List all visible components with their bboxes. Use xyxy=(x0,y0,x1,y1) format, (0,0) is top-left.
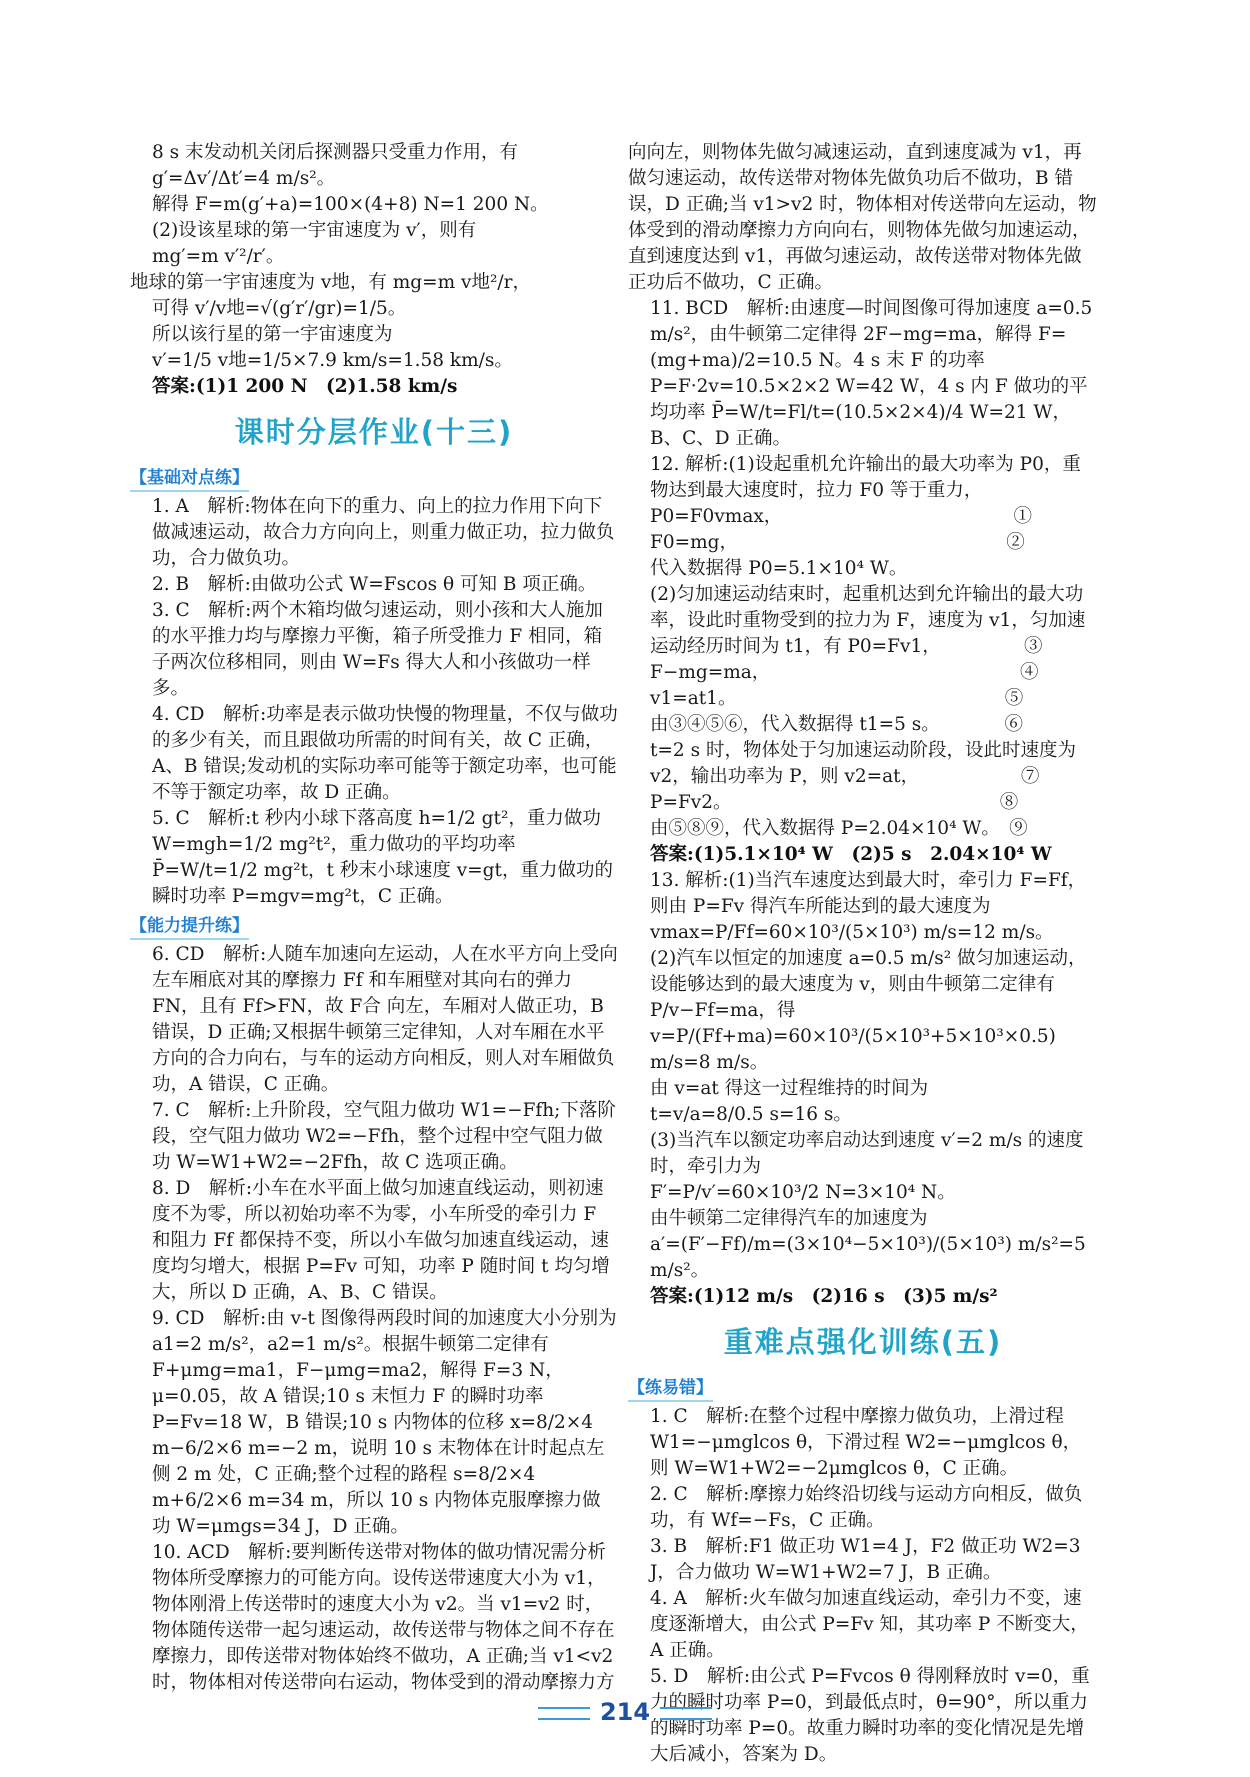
page-number: 214 xyxy=(599,1698,651,1726)
text-line: 8 s 末发动机关闭后探测器只受重力作用，有 xyxy=(152,142,519,163)
text-line: v=P/(Ff+ma)=60×10³/(5×10³+5×10³×0.5) m/s=8 m/s。 xyxy=(650,1026,1062,1073)
answer-item: 10. ACD 解析:要判断传送带对物体的做功情况需分析物体所受摩擦力的可能方向。设传送带速度大小为 v1，物体刚滑上传送带时的速度大小为 v2。当 v1=v2 时，物体随传送带一起匀速运动，故传送带与物体之间不存在摩擦力，即传送带对物体始终不做功，A 正确;当 v1<v2 时，物体相对传送带向右运动，物体受到的滑动摩擦力方 xyxy=(152,1542,620,1693)
text-line: P=Fv2。 ⑧ xyxy=(650,792,1019,813)
text-line: 解得 F=m(g′+a)=100×(4+8) N=1 200 N。 xyxy=(152,194,549,215)
answer-item: 5. D 解析:由公式 P=Fvcos θ 得刚释放时 v=0，重力的瞬时功率 P=0，到最低点时，θ=90°，所以重力的瞬时功率 P=0。故重力瞬时功率的变化情况是先增大后减小，答案为 D。 xyxy=(650,1666,1090,1765)
text-line: g′=Δv′/Δt′=4 m/s²。 xyxy=(152,168,336,189)
text-line: P0=F0vmax， ① xyxy=(650,506,1033,527)
text-line: 代入数据得 P0=5.1×10⁴ W。 xyxy=(650,558,908,579)
text-line: F′=P/v′=60×10³/2 N=3×10⁴ N。 xyxy=(650,1182,956,1203)
text-line: 由 v=at 得这一过程维持的时间为 xyxy=(650,1078,929,1099)
text-line: 由⑤⑧⑨，代入数据得 P=2.04×10⁴ W。 ⑨ xyxy=(650,818,1028,839)
answer-item: 6. CD 解析:人随车加速向左运动，人在水平方向上受向左车厢底对其的摩擦力 Ff 和车厢壁对其向右的弹力 FN，且有 Ff>FN，故 F合 向左，车厢对人做正功，B 错误，D 正确;又根据牛顿第三定律知，人对车厢在水平方向的合力向右，与车的运动方向相反，则人对车厢做负功，A 错误，C 正确。 xyxy=(152,944,618,1095)
answer-item: 7. C 解析:上升阶段，空气阻力做功 W1=−Ffh;下落阶段，空气阻力做功 W2=−Ffh，整个过程中空气阻力做功 W=W1+W2=−2Ffh，故 C 选项正确。 xyxy=(152,1100,616,1173)
text-line: 由牛顿第二定律得汽车的加速度为 xyxy=(650,1208,928,1229)
text-line: v1=at1。 ⑤ xyxy=(650,688,1024,709)
text-line: 可得 v′/v地=√(g′r′/gr)=1/5。 xyxy=(152,298,407,319)
answer-item: 4. A 解析:火车做匀加速直线运动，牵引力不变，速度逐渐增大，由公式 P=Fv 知，其功率 P 不断变大，A 正确。 xyxy=(650,1588,1089,1661)
text-line: t=2 s 时，物体处于匀加速运动阶段，设此时速度为 v2，输出功率为 P，则 v2=at， ⑦ xyxy=(650,740,1082,787)
section-tag: 【练易错】 xyxy=(628,1376,713,1402)
text-line: 由③④⑤⑥，代入数据得 t1=5 s。 ⑥ xyxy=(650,714,1023,735)
answer-item: 1. C 解析:在整个过程中摩擦力做负功，上滑过程 W1=−μmglcos θ，下滑过程 W2=−μmglcos θ，则 W=W1+W2=−2μmglcos θ，C 正确。 xyxy=(650,1406,1082,1479)
text-line: F−mg=ma， ④ xyxy=(650,662,1039,683)
text-line: F0=mg， ② xyxy=(650,532,1025,553)
text-line: t=v/a=8/0.5 s=16 s。 xyxy=(650,1104,852,1125)
text-line: (2)设该星球的第一宇宙速度为 v′，则有 xyxy=(152,220,477,241)
text-line: mg′=m v′²/r′。 xyxy=(152,246,285,267)
text-line: (2)汽车以恒定的加速度 a=0.5 m/s² 做匀加速运动，设能够达到的最大速度为 v，则由牛顿第二定律有 P/v−Ff=ma，得 xyxy=(650,948,1087,1021)
divider-decoration xyxy=(538,1707,590,1720)
answer-line: 答案:(1)1 200 N (2)1.58 km/s xyxy=(152,376,458,397)
page-number-footer xyxy=(0,1698,1250,1726)
answer-line: 答案:(1)5.1×10⁴ W (2)5 s 2.04×10⁴ W xyxy=(650,844,1052,865)
answer-item: 1. A 解析:物体在向下的重力、向上的拉力作用下向下做减速运动，故合力方向向上，则重力做正功，拉力做负功，合力做负功。 xyxy=(152,496,615,569)
answer-item: 向向左，则物体先做匀减速运动，直到速度减为 v1，再做匀速运动，故传送带对物体先做负功后不做功，B 错误，D 正确;当 v1>v2 时，物体相对传送带向左运动，物体受到的滑动摩擦力方向向右，则物体先做匀加速运动，直到速度达到 v1，再做匀速运动，故传送带对物体先做正功后不做功，C 正确。 xyxy=(628,142,1097,293)
answer-item: 11. BCD 解析:由速度—时间图像可得加速度 a=0.5 m/s²，由牛顿第二定律得 2F−mg=ma，解得 F=(mg+ma)/2=10.5 N。4 s 末 F 的功率 P=F·2v=10.5×2×2 W=42 W，4 s 内 F 做功的平均功率 P̄=W/t=Fl/t=(10.5×2×4)/4 W=21 W，B、C、D 正确。 xyxy=(650,298,1099,449)
divider-decoration xyxy=(660,1707,712,1720)
text-line: v′=1/5 v地=1/5×7.9 km/s=1.58 km/s。 xyxy=(152,350,513,371)
section-tag: 【基础对点练】 xyxy=(130,466,249,492)
text-line: (2)匀加速运动结束时，起重机达到允许输出的最大功率，设此时重物受到的拉力为 F，速度为 v1，匀加速运动经历时间为 t1，有 P0=Fv1， ③ xyxy=(650,584,1086,657)
section-title: 课时分层作业(十三) xyxy=(234,415,514,449)
right-column xyxy=(628,140,1098,1768)
text-line: 地球的第一宇宙速度为 v地，有 mg=m v地²/r， xyxy=(130,272,531,293)
text-line: 所以该行星的第一宇宙速度为 xyxy=(152,324,393,345)
answer-item: 3. B 解析:F1 做正功 W1=4 J，F2 做正功 W2=3 J，合力做功 W=W1+W2=7 J，B 正确。 xyxy=(650,1536,1087,1583)
answer-item: 9. CD 解析:由 v-t 图像得两段时间的加速度大小分别为 a1=2 m/s²，a2=1 m/s²。根据牛顿第二定律有 F+μmg=ma1，F−μmg=ma2，解得 F=3 N，μ=0.05，故 A 错误;10 s 末恒力 F 的瞬时功率 P=Fv=18 W，B 错误;10 s 内物体的位移 x=8/2×4 m−6/2×6 m=−2 m，说明 10 s 末物体在计时起点左侧 2 m 处，C 正确;整个过程的路程 s=8/2×4 m+6/2×6 m=34 m，所以 10 s 内物体克服摩擦力做功 W=μmgs=34 J，D 正确。 xyxy=(152,1308,623,1537)
answer-item: 2. C 解析:摩擦力始终沿切线与运动方向相反，做负功，有 Wf=−Fs，C 正确。 xyxy=(650,1484,1083,1531)
answer-item: 5. C 解析:t 秒内小球下落高度 h=1/2 gt²，重力做功 W=mgh=1/2 mg²t²，重力做功的平均功率 P̄=W/t=1/2 mg²t，t 秒末小球速度 v=gt，重力做功的瞬时功率 P=mgv=mg²t，C 正确。 xyxy=(152,808,613,907)
text-line: vmax=P/Ff=60×10³/(5×10³) m/s=12 m/s。 xyxy=(650,922,1054,943)
answer-item: 2. B 解析:由做功公式 W=Fscos θ 可知 B 项正确。 xyxy=(152,574,597,595)
section-tag: 【能力提升练】 xyxy=(130,914,249,940)
text-line: a′=(F′−Ff)/m=(3×10⁴−5×10³)/(5×10³) m/s²=5 m/s²。 xyxy=(650,1234,1092,1281)
text-line: 13. 解析:(1)当汽车速度达到最大时，牵引力 F=Ff，则由 P=Fv 得汽车所能达到的最大速度为 xyxy=(650,870,1087,917)
text-line: 12. 解析:(1)设起重机允许输出的最大功率为 P0，重物达到最大速度时，拉力 F0 等于重力， xyxy=(650,454,1081,501)
left-column xyxy=(130,140,623,1696)
answer-item: 3. C 解析:两个木箱均做匀速运动，则小孩和大人施加的水平推力均与摩擦力平衡，箱子所受推力 F 相同，箱子两次位移相同，则由 W=Fs 得大人和小孩做功一样多。 xyxy=(152,600,603,699)
answer-line: 答案:(1)12 m/s (2)16 s (3)5 m/s² xyxy=(650,1286,998,1307)
answer-item: 8. D 解析:小车在水平面上做匀加速直线运动，则初速度不为零，所以初始功率不为零，小车所受的牵引力 F 和阻力 Ff 都保持不变，所以小车做匀加速直线运动，速度均匀增大，根据 P=Fv 可知，功率 P 随时间 t 均匀增大，所以 D 正确，A、B、C 错误。 xyxy=(152,1178,610,1303)
answer-item: 4. CD 解析:功率是表示做功快慢的物理量，不仅与做功的多少有关，而且跟做功所需的时间有关，故 C 正确，A、B 错误;发动机的实际功率可能等于额定功率，也可能不等于额定功率，故 D 正确。 xyxy=(152,704,618,803)
text-line: (3)当汽车以额定功率启动达到速度 v′=2 m/s 的速度时，牵引力为 xyxy=(650,1130,1084,1177)
section-title: 重难点强化训练(五) xyxy=(723,1325,1003,1359)
